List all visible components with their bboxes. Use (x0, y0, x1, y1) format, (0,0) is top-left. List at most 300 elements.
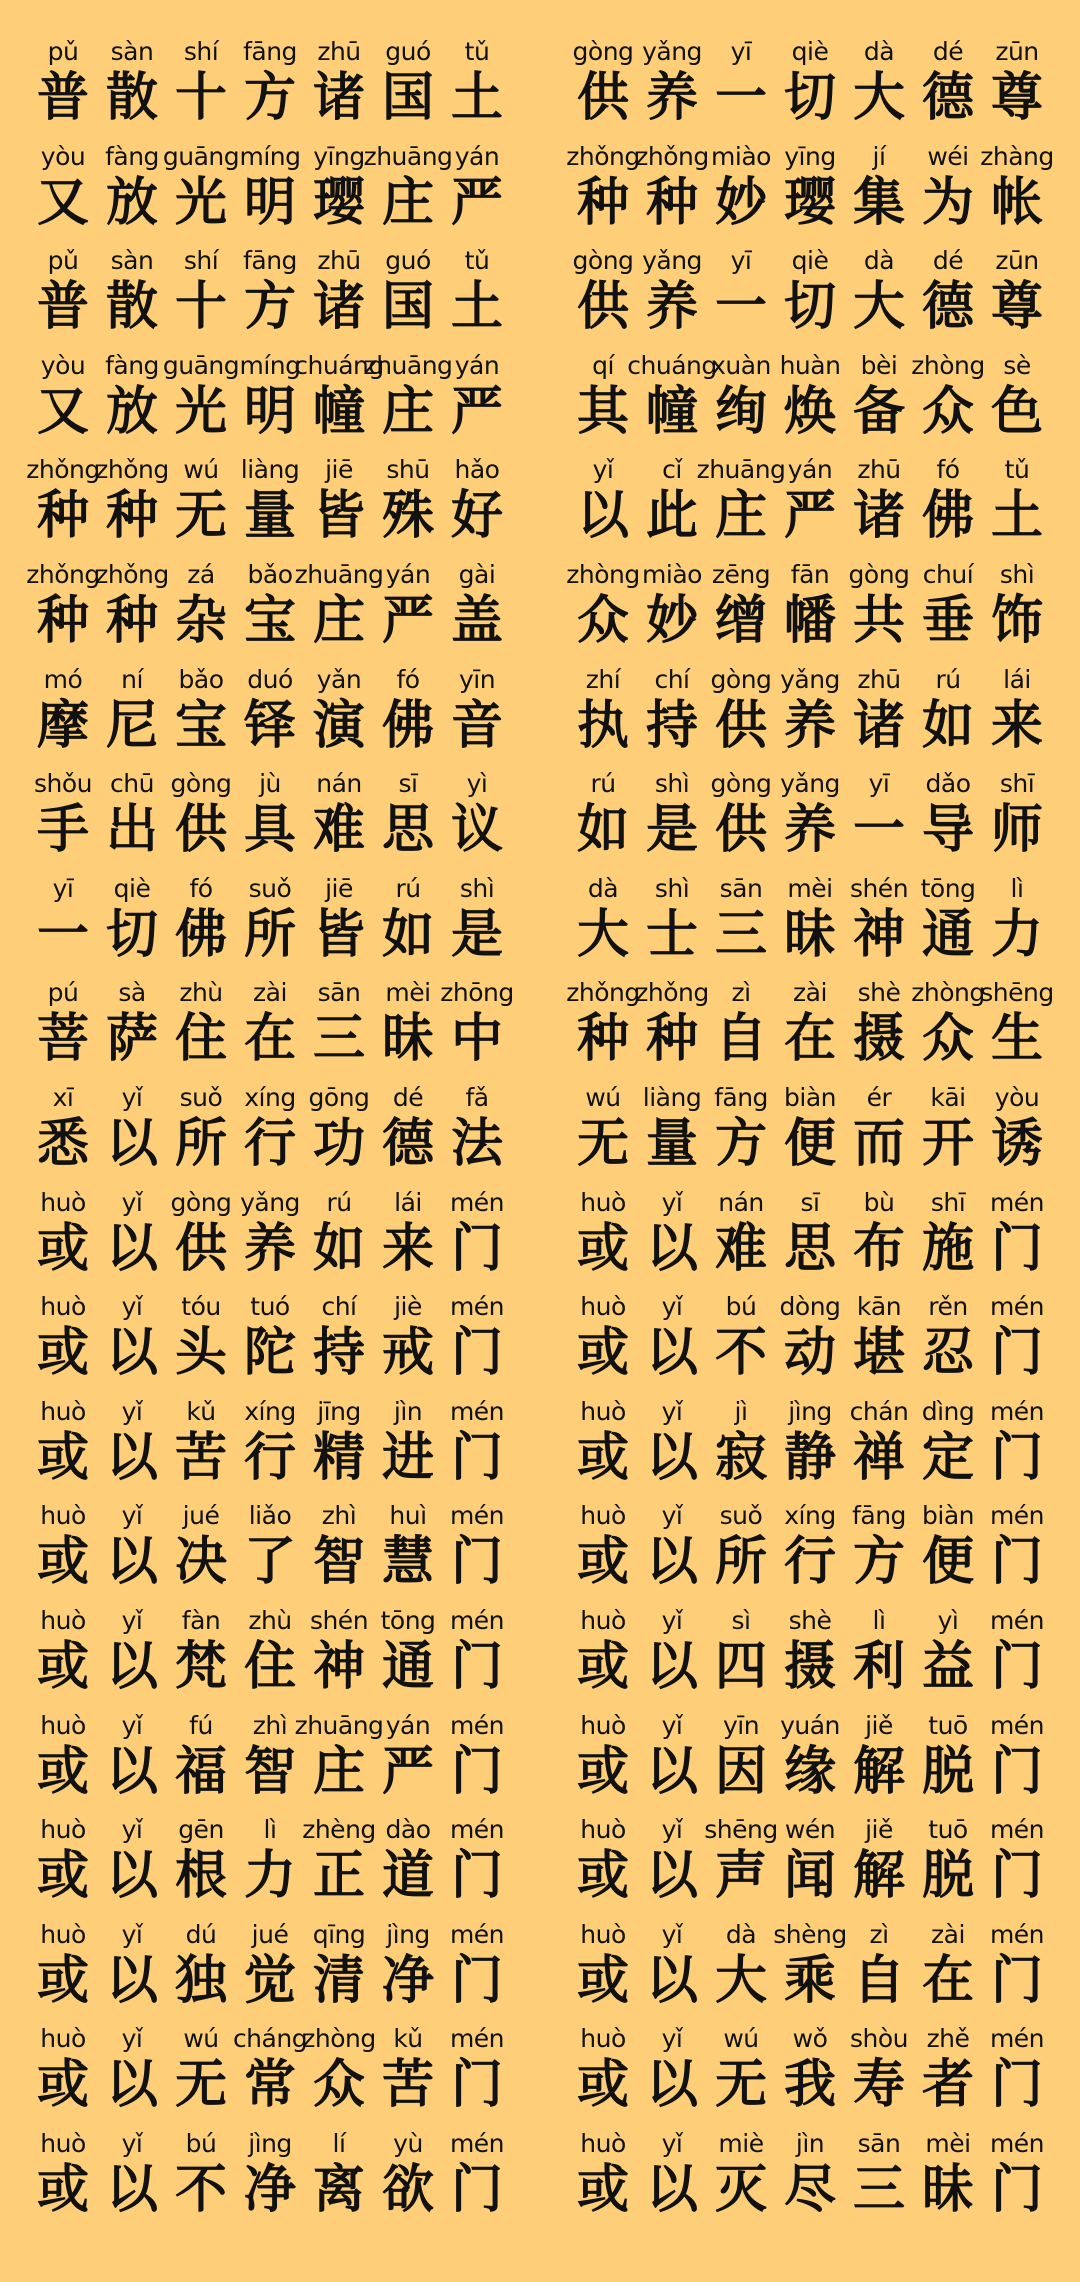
hanzi-character: 出 (105, 800, 158, 861)
character-with-pinyin (914, 456, 983, 561)
hanzi-character: 或 (576, 1218, 629, 1279)
hanzi-character: 庄 (312, 590, 365, 651)
pinyin-text: míng (239, 350, 301, 380)
pinyin-text: jiě (865, 1815, 893, 1845)
character-with-pinyin (914, 875, 983, 980)
verse-line-left (0, 1189, 540, 1294)
hanzi-character: 静 (783, 1427, 836, 1488)
hanzi-character: 门 (450, 1323, 503, 1384)
hanzi-character: 种 (576, 1009, 629, 1070)
hanzi-character: 以 (645, 1846, 698, 1907)
hanzi-character: 动 (783, 1323, 836, 1384)
verse-row (0, 143, 1080, 248)
verse-line-right (540, 1712, 1080, 1817)
hanzi-character: 福 (174, 1741, 227, 1802)
character-with-pinyin (776, 666, 845, 771)
hanzi-character: 思 (783, 1218, 836, 1279)
character-with-pinyin (914, 770, 983, 875)
pinyin-text: yǎng (240, 1187, 300, 1217)
hanzi-character: 诸 (852, 695, 905, 756)
pinyin-text: yǐ (661, 2024, 683, 2054)
pinyin-text: gài (458, 559, 496, 589)
hanzi-character: 在 (921, 1950, 974, 2011)
character-with-pinyin (983, 247, 1052, 352)
hanzi-character: 或 (36, 1950, 89, 2011)
character-with-pinyin (776, 38, 845, 143)
character-with-pinyin (443, 1816, 512, 1921)
pinyin-text: yīng (313, 141, 365, 171)
hanzi-character: 清 (312, 1950, 365, 2011)
hanzi-character: 无 (174, 486, 227, 547)
character-with-pinyin (704, 1815, 778, 1921)
pinyin-text: zhù (248, 1605, 292, 1635)
hanzi-character: 或 (36, 1323, 89, 1384)
character-with-pinyin (98, 2025, 167, 2130)
pinyin-text: mèi (787, 873, 833, 903)
character-with-pinyin (374, 1607, 443, 1712)
hanzi-character: 定 (921, 1427, 974, 1488)
pinyin-text: shǒu (33, 769, 92, 799)
verse-line-left (0, 1921, 540, 2026)
hanzi-character: 执 (576, 695, 629, 756)
hanzi-character: 布 (852, 1218, 905, 1279)
hanzi-character: 或 (576, 2159, 629, 2220)
hanzi-character: 苦 (381, 2055, 434, 2116)
pinyin-text: yán (787, 455, 833, 485)
pinyin-text: yǐ (121, 2128, 143, 2158)
hanzi-character: 如 (576, 800, 629, 861)
pinyin-text: zhě (926, 2024, 970, 2054)
pinyin-text: dào (385, 1815, 431, 1845)
verse-line-left (0, 1816, 540, 1921)
hanzi-character: 生 (990, 1009, 1043, 1070)
hanzi-character: 或 (576, 1950, 629, 2011)
pinyin-text: jiè (394, 1292, 422, 1322)
pinyin-text: yòu (994, 1082, 1040, 1112)
hanzi-character: 大 (714, 1950, 767, 2011)
hanzi-character: 在 (243, 1009, 296, 1070)
pinyin-text: zhòng (911, 978, 985, 1008)
pinyin-text: zá (187, 559, 215, 589)
hanzi-character: 昧 (381, 1009, 434, 1070)
verse-line-right (540, 247, 1080, 352)
hanzi-character: 脱 (921, 1846, 974, 1907)
verse-row (0, 1293, 1080, 1398)
hanzi-character: 一 (852, 800, 905, 861)
pinyin-text: míng (239, 141, 301, 171)
verse-line (29, 1921, 512, 2026)
character-with-pinyin (845, 1398, 914, 1503)
verse-line (569, 1607, 1052, 1712)
hanzi-character: 不 (714, 1323, 767, 1384)
pinyin-text: chuáng (627, 350, 717, 380)
hanzi-character: 以 (645, 1218, 698, 1279)
character-with-pinyin (236, 1816, 305, 1921)
pinyin-text: yǐ (121, 1605, 143, 1635)
character-with-pinyin (98, 1293, 167, 1398)
hanzi-character: 以 (105, 1427, 158, 1488)
hanzi-character: 备 (852, 381, 905, 442)
verse-line (29, 1712, 512, 1817)
hanzi-character: 以 (645, 2055, 698, 2116)
verse-row (0, 1084, 1080, 1189)
hanzi-character: 又 (36, 381, 89, 442)
hanzi-character: 方 (243, 277, 296, 338)
pinyin-text: huò (580, 2128, 626, 2158)
character-with-pinyin (443, 143, 512, 248)
hanzi-character: 行 (243, 1427, 296, 1488)
character-with-pinyin (776, 1084, 845, 1189)
character-with-pinyin (95, 455, 169, 561)
character-with-pinyin (696, 455, 786, 561)
hanzi-character: 供 (174, 800, 227, 861)
verse-row (0, 2130, 1080, 2235)
pinyin-text: yī (730, 37, 752, 66)
pinyin-text: mén (989, 2128, 1045, 2158)
character-with-pinyin (635, 978, 709, 1084)
hanzi-character: 自 (714, 1009, 767, 1070)
hanzi-character: 或 (576, 2055, 629, 2116)
character-with-pinyin (569, 247, 638, 352)
character-with-pinyin (845, 666, 914, 771)
pinyin-text: mén (449, 1501, 505, 1531)
hanzi-character: 色 (990, 381, 1043, 442)
hanzi-character: 声 (714, 1846, 767, 1907)
pinyin-text: kāi (930, 1082, 966, 1112)
hanzi-character: 摩 (36, 695, 89, 756)
character-with-pinyin (776, 561, 845, 666)
hanzi-character: 开 (921, 1113, 974, 1174)
verse-line (29, 1502, 512, 1607)
pinyin-text: dà (863, 37, 895, 66)
hanzi-character: 以 (105, 2159, 158, 2220)
hanzi-character: 杂 (174, 590, 227, 651)
pinyin-text: dìng (921, 1396, 975, 1426)
pinyin-text: yǐ (661, 1187, 683, 1217)
verse-line (569, 38, 1052, 143)
pinyin-text: gòng (170, 1187, 232, 1217)
verse-line-left (0, 2130, 540, 2235)
verse-row (0, 770, 1080, 875)
verse-line (569, 1189, 1052, 1294)
verse-line-left (0, 1084, 540, 1189)
character-with-pinyin (707, 2025, 776, 2130)
verse-line-left (0, 38, 540, 143)
hanzi-character: 脱 (921, 1741, 974, 1802)
verse-line-right (540, 875, 1080, 980)
pinyin-text: ér (866, 1082, 892, 1112)
character-with-pinyin (98, 247, 167, 352)
pinyin-text: mén (989, 1396, 1045, 1426)
character-with-pinyin (914, 1398, 983, 1503)
hanzi-character: 以 (645, 1950, 698, 2011)
character-with-pinyin (569, 2025, 638, 2130)
character-with-pinyin (914, 38, 983, 143)
character-with-pinyin (983, 1712, 1052, 1817)
hanzi-character: 光 (174, 381, 227, 442)
pinyin-text: huò (40, 1396, 86, 1426)
hanzi-character: 中 (450, 1009, 503, 1070)
hanzi-character: 不 (174, 2159, 227, 2220)
pinyin-text: sè (1003, 350, 1031, 380)
verse-line (29, 1607, 512, 1712)
character-with-pinyin (776, 247, 845, 352)
character-with-pinyin (167, 1502, 236, 1607)
hanzi-character: 了 (243, 1532, 296, 1593)
hanzi-character: 德 (381, 1113, 434, 1174)
character-with-pinyin (167, 1189, 236, 1294)
hanzi-character: 如 (381, 904, 434, 965)
character-with-pinyin (305, 875, 374, 980)
verse-row (0, 1921, 1080, 2026)
character-with-pinyin (29, 1607, 98, 1712)
hanzi-character: 门 (990, 2159, 1043, 2220)
pinyin-text: shèng (773, 1919, 847, 1949)
pinyin-text: yǐ (121, 1082, 143, 1112)
pinyin-text: fó (189, 873, 213, 903)
pinyin-text: huò (580, 1710, 626, 1740)
character-with-pinyin (305, 1293, 374, 1398)
pinyin-text: tuō (928, 1710, 968, 1740)
character-with-pinyin (914, 1084, 983, 1189)
hanzi-character: 种 (36, 486, 89, 547)
verse-line-left (0, 2025, 540, 2130)
character-with-pinyin (443, 1084, 512, 1189)
hanzi-character: 以 (105, 1846, 158, 1907)
hanzi-character: 庄 (381, 381, 434, 442)
hanzi-character: 门 (450, 1950, 503, 2011)
character-with-pinyin (236, 979, 305, 1084)
pinyin-text: kǔ (393, 2024, 423, 2054)
character-with-pinyin (638, 38, 707, 143)
pinyin-text: bǎo (178, 664, 224, 694)
character-with-pinyin (167, 1921, 236, 2026)
hanzi-character: 苦 (174, 1427, 227, 1488)
character-with-pinyin (236, 1921, 305, 2026)
hanzi-character: 量 (645, 1113, 698, 1174)
pinyin-text: shén (309, 1605, 369, 1635)
pinyin-text: yīn (722, 1710, 760, 1740)
pinyin-text: mén (989, 1919, 1045, 1949)
hanzi-character: 力 (990, 904, 1043, 965)
hanzi-character: 供 (576, 277, 629, 338)
pinyin-text: mén (449, 1919, 505, 1949)
verse-line-right (540, 561, 1080, 666)
pinyin-text: mén (449, 1815, 505, 1845)
character-with-pinyin (569, 1189, 638, 1294)
pinyin-text: yǎn (316, 664, 362, 694)
character-with-pinyin (26, 455, 100, 561)
pinyin-text: fān (790, 559, 830, 589)
hanzi-character: 皆 (312, 486, 365, 547)
character-with-pinyin (914, 2025, 983, 2130)
pinyin-text: sān (317, 978, 361, 1008)
pinyin-text: huò (580, 1187, 626, 1217)
hanzi-character: 德 (921, 277, 974, 338)
hanzi-character: 种 (36, 590, 89, 651)
character-with-pinyin (914, 1816, 983, 1921)
character-with-pinyin (569, 875, 638, 980)
character-with-pinyin (443, 2130, 512, 2235)
character-with-pinyin (776, 1712, 845, 1817)
pinyin-text: lì (263, 1815, 277, 1845)
hanzi-character: 种 (105, 486, 158, 547)
hanzi-character: 门 (990, 1323, 1043, 1384)
verse-line (569, 1084, 1052, 1189)
character-with-pinyin (29, 1921, 98, 2026)
pinyin-text: yǐ (121, 2024, 143, 2054)
character-with-pinyin (98, 38, 167, 143)
hanzi-character: 十 (174, 277, 227, 338)
pinyin-text: yù (393, 2128, 423, 2158)
hanzi-character: 菩 (36, 1009, 89, 1070)
hanzi-character: 佛 (921, 486, 974, 547)
hanzi-character: 来 (990, 695, 1043, 756)
hanzi-character: 养 (243, 1218, 296, 1279)
pinyin-text: mén (449, 1605, 505, 1635)
pinyin-text: qīng (312, 1919, 366, 1949)
hanzi-character: 乘 (783, 1950, 836, 2011)
hanzi-character: 音 (450, 695, 503, 756)
character-with-pinyin (98, 352, 167, 457)
character-with-pinyin (638, 1921, 707, 2026)
character-with-pinyin (983, 2130, 1052, 2235)
character-with-pinyin (236, 666, 305, 771)
character-with-pinyin (983, 352, 1052, 457)
character-with-pinyin (29, 1189, 98, 1294)
character-with-pinyin (29, 143, 98, 248)
character-with-pinyin (440, 978, 514, 1084)
hanzi-character: 门 (450, 1218, 503, 1279)
hanzi-character: 解 (852, 1741, 905, 1802)
character-with-pinyin (167, 561, 236, 666)
pinyin-text: guó (385, 246, 431, 276)
hanzi-character: 养 (645, 277, 698, 338)
pinyin-text: zhòng (911, 350, 985, 380)
verse-line (569, 666, 1052, 771)
hanzi-character: 思 (381, 800, 434, 861)
character-with-pinyin (26, 559, 100, 666)
hanzi-character: 或 (36, 1636, 89, 1697)
pinyin-text: huò (580, 1605, 626, 1635)
hanzi-character: 宝 (174, 695, 227, 756)
pinyin-text: qiè (113, 873, 151, 903)
character-with-pinyin (443, 1712, 512, 1817)
hanzi-character: 或 (576, 1846, 629, 1907)
character-with-pinyin (776, 770, 845, 875)
character-with-pinyin (443, 770, 512, 875)
pinyin-text: shén (849, 873, 909, 903)
pinyin-text: jué (251, 1919, 289, 1949)
character-with-pinyin (911, 978, 985, 1084)
hanzi-character: 门 (990, 2055, 1043, 2116)
verse-line (29, 666, 512, 771)
hanzi-character: 放 (105, 172, 158, 233)
verse-line-left (0, 1712, 540, 1817)
pinyin-text: bǎo (247, 559, 293, 589)
hanzi-character: 妙 (645, 590, 698, 651)
pinyin-text: zūn (995, 246, 1039, 276)
verse-row (0, 561, 1080, 666)
character-with-pinyin (98, 875, 167, 980)
verse-line (29, 875, 512, 980)
hanzi-character: 尊 (990, 277, 1043, 338)
hanzi-character: 诸 (312, 68, 365, 128)
pinyin-text: wén (784, 1815, 836, 1845)
pinyin-text: mén (989, 1501, 1045, 1531)
hanzi-character: 种 (645, 172, 698, 233)
verse-line (569, 247, 1052, 352)
hanzi-character: 导 (921, 800, 974, 861)
verse-line-left (0, 770, 540, 875)
hanzi-character: 严 (783, 486, 836, 547)
character-with-pinyin (167, 2130, 236, 2235)
pinyin-text: hǎo (454, 455, 500, 485)
character-with-pinyin (569, 1921, 638, 2026)
character-with-pinyin (707, 1084, 776, 1189)
character-with-pinyin (98, 1921, 167, 2026)
pinyin-text: huò (40, 2128, 86, 2158)
pinyin-text: liàng (240, 455, 300, 485)
character-with-pinyin (374, 875, 443, 980)
pinyin-text: huò (40, 1187, 86, 1217)
hanzi-character: 或 (576, 1427, 629, 1488)
pinyin-text: shēng (980, 978, 1054, 1008)
pinyin-text: pǔ (47, 37, 79, 66)
hanzi-character: 正 (312, 1846, 365, 1907)
character-with-pinyin (29, 1398, 98, 1503)
character-with-pinyin (566, 978, 640, 1084)
character-with-pinyin (236, 1607, 305, 1712)
character-with-pinyin (569, 1398, 638, 1503)
hanzi-character: 幢 (645, 381, 698, 442)
hanzi-character: 闻 (783, 1846, 836, 1907)
character-with-pinyin (98, 1398, 167, 1503)
hanzi-character: 或 (576, 1741, 629, 1802)
pinyin-text: mén (989, 1605, 1045, 1635)
pinyin-text: shēng (704, 1815, 778, 1845)
character-with-pinyin (845, 456, 914, 561)
pinyin-text: zài (931, 1919, 965, 1949)
pinyin-text: pǔ (47, 246, 79, 276)
character-with-pinyin (569, 456, 638, 561)
hanzi-character: 神 (852, 904, 905, 965)
hanzi-character: 陀 (243, 1323, 296, 1384)
hanzi-character: 门 (990, 1846, 1043, 1907)
pinyin-text: gēn (178, 1815, 224, 1845)
pinyin-text: chuí (922, 559, 974, 589)
pinyin-text: huò (40, 1919, 86, 1949)
verse-line (29, 1189, 512, 1294)
pinyin-text: fàn (181, 1605, 221, 1635)
pinyin-text: duó (247, 664, 293, 694)
hanzi-character: 好 (450, 486, 503, 547)
pinyin-text: sī (800, 1187, 820, 1217)
hanzi-character: 便 (921, 1532, 974, 1593)
pinyin-text: yòu (40, 141, 86, 171)
pinyin-text: liǎo (248, 1501, 292, 1531)
pinyin-text: tǔ (464, 246, 490, 276)
character-with-pinyin (707, 38, 776, 143)
hanzi-character: 或 (36, 1846, 89, 1907)
character-with-pinyin (776, 456, 845, 561)
pinyin-text: qiè (791, 246, 829, 276)
verse-row (0, 247, 1080, 352)
verse-line-left (0, 1607, 540, 1712)
character-with-pinyin (302, 2024, 376, 2130)
character-with-pinyin (29, 2130, 98, 2235)
hanzi-character: 土 (450, 68, 503, 128)
